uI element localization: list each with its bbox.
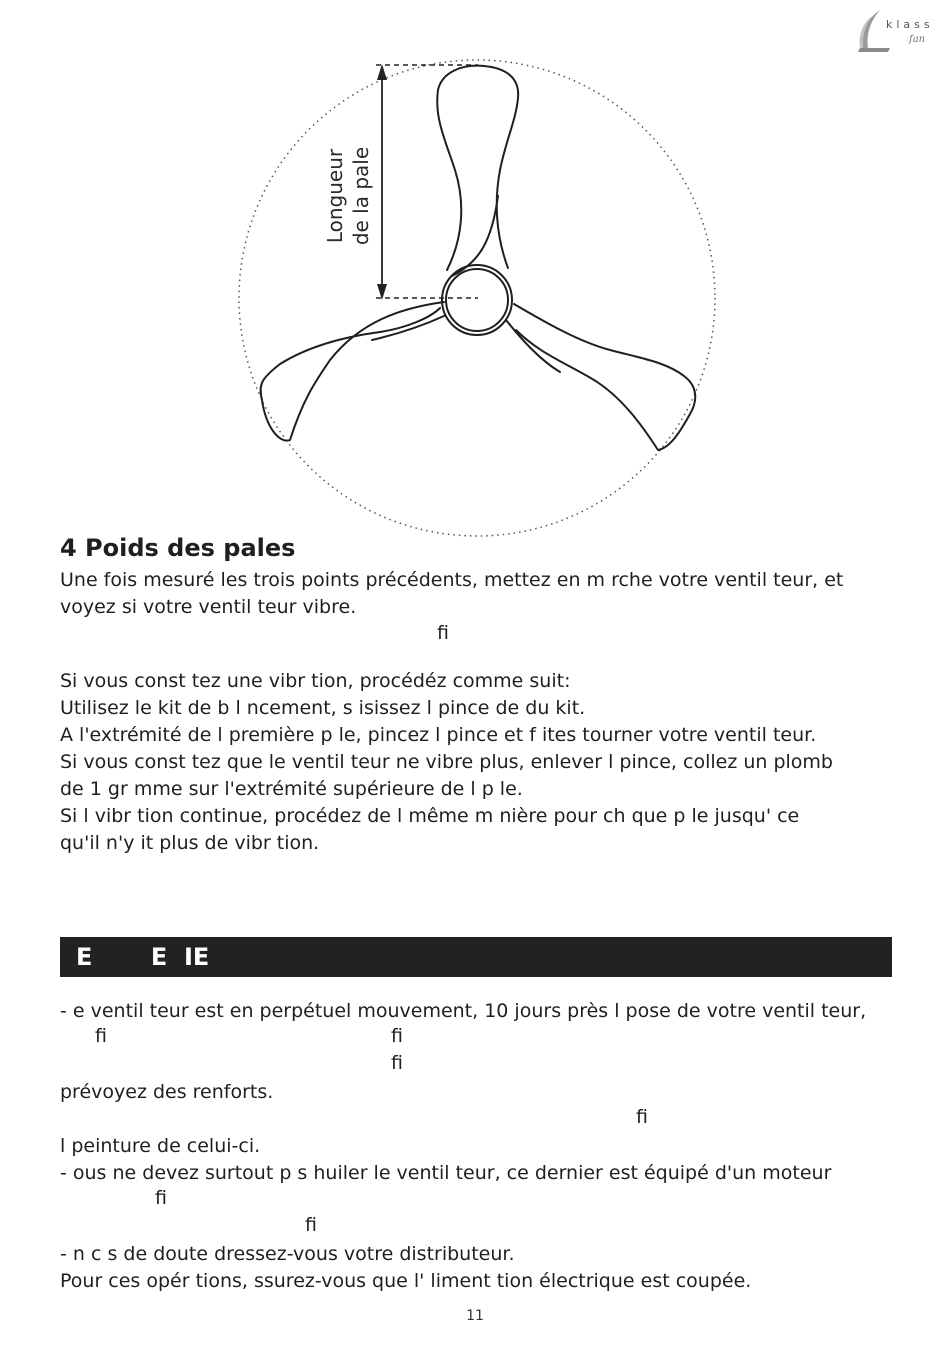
text-line: Si vous const tez une vibr tion, procédéz comme suit: — [60, 670, 571, 692]
logo-tagline: fan — [909, 34, 926, 45]
text-line: Une fois mesuré les trois points précédents, mettez en m rche votre ventil teur, et — [60, 569, 844, 591]
label-line-1: Longueur — [323, 148, 347, 244]
fan-blade-diagram — [0, 0, 950, 540]
text-line: Si l vibr tion continue, procédez de l même m nière pour ch que p le jusqu' ce — [60, 805, 800, 827]
text-line: voyez si votre ventil teur vibre. — [60, 596, 357, 618]
maintenance-line-3 — [60, 1133, 892, 1187]
page-number: 11 — [466, 1308, 484, 1324]
text-line: Si vous const tez que le ventil teur ne vibre plus, enlever l pince, collez un plomb — [60, 751, 833, 773]
blade-right-inner — [506, 320, 560, 372]
blade-left — [261, 302, 444, 441]
ligature-fragment: fi — [391, 1052, 403, 1074]
logo-name: klass — [886, 18, 934, 31]
text-line: - e ventil teur est en perpétuel mouvement, 10 jours près l pose de votre ventil teur, — [60, 1000, 867, 1022]
ligature-fragment: fi — [636, 1106, 648, 1128]
text-line: A l'extrémité de l première p le, pincez l pince et f ites tourner votre ventil teur. — [60, 724, 817, 746]
ligature-fragment: fi — [437, 622, 449, 644]
blade-top — [437, 66, 518, 270]
text-line: prévoyez des renforts. — [60, 1081, 274, 1103]
procedure-paragraph — [60, 668, 892, 857]
text-line: l peinture de celui-ci. — [60, 1135, 261, 1157]
text-line: de 1 gr mme sur l'extrémité supérieure de l p le. — [60, 778, 523, 800]
text-line: qu'il n'y it plus de vibr tion. — [60, 832, 320, 854]
blade-right — [514, 304, 695, 450]
intro-paragraph — [60, 567, 892, 621]
maintenance-line-1 — [60, 998, 892, 1025]
text-line: - n c s de doute dressez-vous votre distributeur. — [60, 1243, 515, 1265]
text-line: Utilisez le kit de b l ncement, s isissez l pince de du kit. — [60, 697, 586, 719]
section-title: 4 Poids des pales — [60, 534, 296, 562]
section-header-title: E E IE — [76, 943, 210, 971]
maintenance-line-2 — [60, 1079, 892, 1106]
hub-inner — [446, 269, 508, 331]
blade-length-label — [323, 147, 373, 245]
ligature-fragment: fi — [305, 1214, 317, 1236]
arrow-head-top — [377, 64, 387, 80]
text-line: Pour ces opér tions, ssurez-vous que l' liment tion électrique est coupée. — [60, 1270, 752, 1292]
hub-outer — [442, 265, 512, 335]
ligature-fragment: fi — [391, 1025, 403, 1047]
label-line-2: de la pale — [349, 146, 373, 246]
text-line: - ous ne devez surtout p s huiler le ventil teur, ce dernier est équipé d'un moteur — [60, 1162, 832, 1184]
maintenance-line-5 — [60, 1241, 892, 1295]
ligature-fragment: fi — [155, 1187, 167, 1209]
ligature-fragment: fi — [95, 1025, 107, 1047]
